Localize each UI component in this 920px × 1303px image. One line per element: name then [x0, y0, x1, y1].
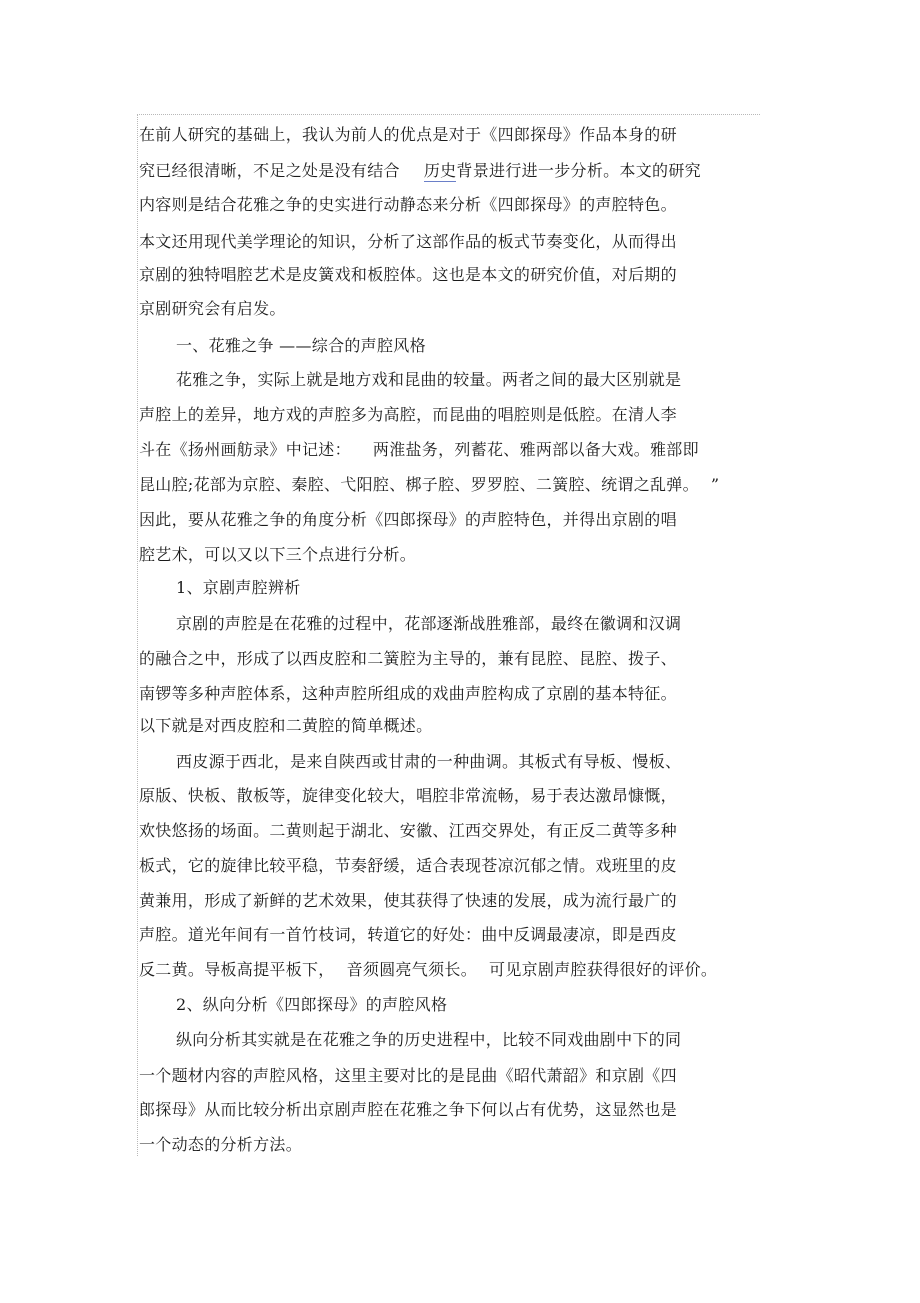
text-line: 在前人研究的基础上，我认为前人的优点是对于《四郎探母》作品本身的研	[139, 125, 677, 144]
text-line: 黄兼用，形成了新鲜的艺术效果，使其获得了快速的发展，成为流行最广的	[139, 891, 677, 910]
text-line: 以下就是对西皮腔和二黄腔的简单概述。	[139, 716, 433, 735]
text-line: 西皮源于西北，是来自陕西或甘肃的一种曲调。其板式有导板、慢板、	[176, 752, 682, 771]
page-frame-top-border	[137, 114, 760, 115]
text-line	[139, 440, 699, 460]
text-line: 京剧研究会有启发。	[139, 299, 286, 318]
text-line: 声腔。道光年间有一首竹枝词，转道它的好处：曲中反调最凄凉，即是西皮	[139, 925, 677, 944]
text-segment: 斗在《扬州画舫录》中记述：	[139, 440, 351, 459]
section-heading: 一、花雅之争 ——综合的声腔风格	[176, 336, 426, 355]
text-line: 欢快悠扬的场面。二黄则起于湖北、安徽、江西交界处，有正反二黄等多种	[139, 821, 677, 840]
text-line: 板式，它的旋律比较平稳，节奏舒缓，适合表现苍凉沉郁之情。戏班里的皮	[139, 856, 677, 875]
text-line: 一个动态的分析方法。	[139, 1135, 303, 1154]
page-frame-left-border	[137, 114, 138, 1156]
text-line: 纵向分析其实就是在花雅之争的历史进程中，比较不同戏曲剧中下的同	[176, 1030, 682, 1049]
text-line: 一个题材内容的声腔风格，这里主要对比的是昆曲《昭代萧韶》和京剧《四	[139, 1066, 677, 1085]
text-line: 内容则是结合花雅之争的史实进行动静态来分析《四郎探母》的声腔特色。	[139, 195, 677, 214]
text-segment: 可见京剧声腔获得很好的评价。	[489, 960, 718, 979]
text-line: 郎探母》从而比较分析出京剧声腔在花雅之争下何以占有优势，这显然也是	[139, 1100, 677, 1119]
text-line: 花雅之争，实际上就是地方戏和昆曲的较量。两者之间的最大区别就是	[176, 370, 682, 389]
subsection-heading: 1、京剧声腔辨析	[176, 578, 301, 597]
text-segment: 昆山腔;花部为京腔、秦腔、弋阳腔、梆子腔、罗罗腔、二簧腔、统谓之乱弹。	[139, 475, 699, 494]
text-segment: 反二黄。导板高提平板下，	[139, 960, 335, 979]
closing-quote: ”	[710, 475, 720, 494]
text-line: 腔艺术，可以又以下三个点进行分析。	[139, 545, 417, 564]
underlined-term: 历史	[423, 161, 457, 180]
subsection-heading: 2、纵向分析《四郎探母》的声腔风格	[176, 995, 448, 1014]
text-line	[139, 161, 701, 181]
text-line: 南锣等多种声腔体系，这种声腔所组成的戏曲声腔构成了京剧的基本特征。	[139, 684, 677, 703]
text-line: 原版、快板、散板等，旋律变化较大，唱腔非常流畅，易于表达激昂慷慨，	[139, 786, 677, 805]
text-segment: 背景进行进一步分析。本文的研究	[456, 161, 701, 180]
text-line: 声腔上的差异，地方戏的声腔多为高腔，而昆曲的唱腔则是低腔。在清人李	[139, 405, 677, 424]
text-line: 本文还用现代美学理论的知识，分析了这部作品的板式节奏变化，从而得出	[139, 232, 677, 251]
text-line: 京剧的独特唱腔艺术是皮簧戏和板腔体。这也是本文的研究价值，对后期的	[139, 265, 677, 284]
text-segment: 两淮盐务，列蓄花、雅两部以备大戏。雅部即	[372, 440, 699, 459]
text-line: 因此，要从花雅之争的角度分析《四郎探母》的声腔特色，并得出京剧的唱	[139, 510, 677, 529]
text-line	[139, 475, 719, 495]
text-line	[139, 960, 717, 980]
text-line: 京剧的声腔是在花雅的过程中，花部逐渐战胜雅部，最终在徽调和汉调	[176, 614, 682, 633]
text-line: 的融合之中，形成了以西皮腔和二簧腔为主导的，兼有昆腔、昆腔、拨子、	[139, 649, 677, 668]
text-segment: 音须圆亮气须长。	[346, 960, 478, 979]
text-segment: 究已经很清晰，不足之处是没有结合	[139, 161, 400, 180]
